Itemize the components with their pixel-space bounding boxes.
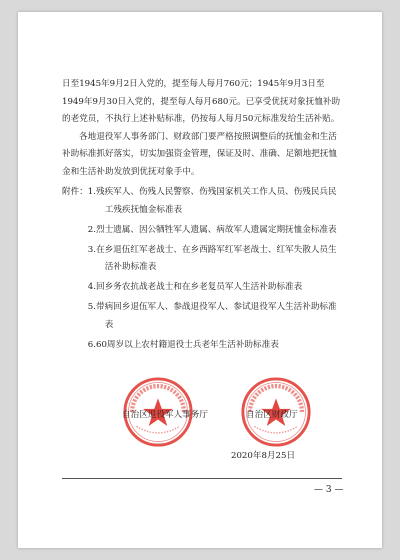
attachments-section bbox=[62, 184, 342, 354]
footer-divider bbox=[62, 478, 342, 479]
attachment-item: 5.带病回乡退伍军人、参战退役军人、参试退役军人生活补助标准表 bbox=[87, 302, 337, 330]
attachment-item: 6.60周岁以上农村籍退役士兵老年生活补助标准表 bbox=[87, 339, 279, 350]
attachment-item: 4.回乡务农抗战老战士和在乡老复员军人生活补助标准表 bbox=[87, 282, 303, 292]
attachment-item: 2.烈士遗属、因公牺牲军人遗属、病故军人遗属定期抚恤金标准表 bbox=[87, 224, 337, 235]
paragraph-implementation: 各地退役军人事务部门、财政部门要严格按照调整后的抚恤金和生活补助标准抓好落实，切实加强资金管理，保证及时、准确、足额地把抚恤金和生活补助发放到优抚对象手中。 bbox=[62, 131, 338, 177]
document-date: 2020年8月25日 bbox=[231, 451, 296, 461]
attachments-label: 附件： bbox=[62, 187, 88, 197]
page-number: — 3 — bbox=[314, 485, 344, 495]
document-body bbox=[62, 76, 342, 354]
signature-finance-department: 自治区财政厅 bbox=[246, 410, 298, 420]
attachment-item: 3.在乡退伍红军老战士、在乡西路军红军老战士、红军失散人员生活补助标准表 bbox=[87, 244, 337, 272]
attachments-list bbox=[88, 184, 342, 354]
signature-veterans-department: 自治区退役军人事务厅 bbox=[122, 410, 208, 420]
attachment-item: 1.残疾军人、伤残人民警察、伤残国家机关工作人员、伤残民兵民工残疾抚恤金标准表 bbox=[87, 187, 337, 215]
document-page bbox=[18, 12, 382, 548]
paragraph-continuation: 日至1945年9月2日入党的，提至每人每月760元；1945年9月3日至1949年9月30日入党的，提至每人每月680元。已享受优抚对象抚恤补助的老党员，不执行上述补贴标准，仍按每人每月50元标准发给生活补贴。 bbox=[62, 79, 341, 124]
